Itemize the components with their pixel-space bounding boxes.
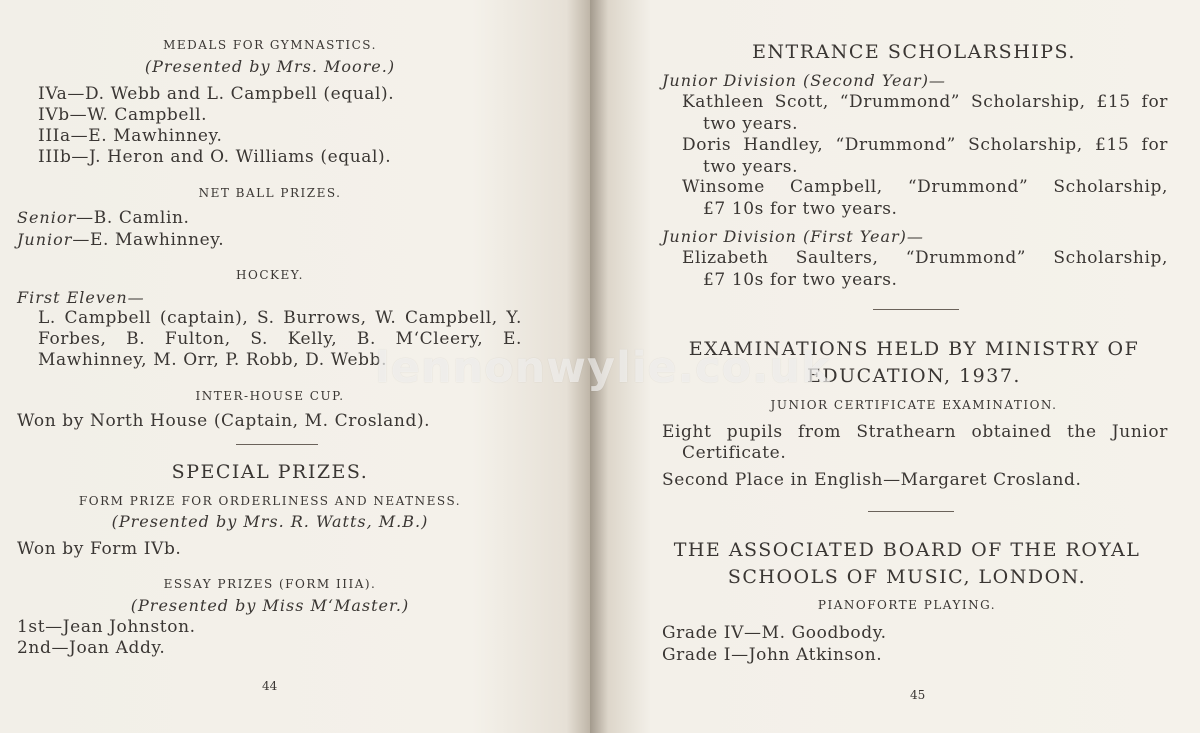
section-divider [236, 444, 318, 445]
ministry-heading: EDUCATION, 1937. [807, 365, 1021, 387]
netball-senior [17, 208, 190, 228]
essay-prizes-heading: ESSAY PRIZES (FORM IIIA). [163, 577, 377, 591]
scholarship-division: Junior Division (First Year)— [662, 227, 924, 246]
essay-prize-line: 2nd—Joan Addy. [17, 638, 166, 658]
essay-prizes-presenter: (Presented by Miss M‘Master.) [130, 596, 410, 615]
gymnastics-presenter: (Presented by Mrs. Moore.) [144, 57, 396, 76]
hockey-heading: HOCKEY. [236, 268, 304, 282]
gymnastics-line: IIIb—J. Heron and O. Williams (equal). [38, 147, 392, 167]
music-grade-line: Grade IV—M. Goodbody. [662, 623, 887, 643]
hockey-team: First Eleven— [17, 288, 145, 307]
music-heading: THE ASSOCIATED BOARD OF THE ROYAL [673, 539, 1141, 561]
ministry-text: Certificate. [682, 443, 787, 463]
special-prizes-heading: SPECIAL PRIZES. [171, 461, 369, 483]
scholarships-heading: ENTRANCE SCHOLARSHIPS. [752, 41, 1076, 63]
watermark: lennonwylie.co.uk [375, 343, 831, 393]
music-heading: SCHOOLS OF MUSIC, LONDON. [727, 566, 1087, 588]
netball-junior [17, 230, 224, 250]
hockey-line: Mawhinney, M. Orr, P. Robb, D. Webb. [38, 350, 388, 370]
section-divider [873, 309, 959, 310]
scholarship-division: Junior Division (Second Year)— [662, 71, 946, 90]
pianoforte-heading: PIANOFORTE PLAYING. [817, 598, 997, 612]
scholarship-line: Doris Handley, “Drummond” Scholarship, £15 for [682, 135, 1168, 155]
essay-prize-line: 1st—Jean Johnston. [17, 617, 196, 637]
ministry-heading: EXAMINATIONS HELD BY MINISTRY OF [688, 338, 1140, 360]
scholarship-line: Kathleen Scott, “Drummond” Scholarship, £15 for [682, 92, 1168, 112]
scholarship-line: £7 10s for two years. [703, 270, 898, 290]
gymnastics-line: IVa—D. Webb and L. Campbell (equal). [38, 84, 395, 104]
netball-junior-value: —E. Mawhinney. [72, 230, 225, 250]
section-divider [868, 511, 954, 512]
inter-house-heading: INTER-HOUSE CUP. [195, 389, 345, 403]
netball-senior-value: —B. Camlin. [76, 208, 190, 228]
scholarship-line: two years. [703, 157, 799, 177]
hockey-line: L. Campbell (captain), S. Burrows, W. Campbell, Y. [38, 308, 522, 328]
junior-certificate-heading: JUNIOR CERTIFICATE EXAMINATION. [770, 398, 1058, 412]
scholarship-line: two years. [703, 114, 799, 134]
gymnastics-heading: MEDALS FOR GYMNASTICS. [163, 38, 377, 52]
scholarship-line: Winsome Campbell, “Drummond” Scholarship, [682, 177, 1168, 197]
netball-junior-label: Junior [17, 230, 73, 249]
form-prize-heading: FORM PRIZE FOR ORDERLINESS AND NEATNESS. [78, 494, 462, 508]
page-number: 45 [910, 688, 926, 702]
music-grade-line: Grade I—John Atkinson. [662, 645, 883, 665]
ministry-text: Second Place in English—Margaret Crosland. [662, 470, 1082, 490]
inter-house-text: Won by North House (Captain, M. Crosland). [17, 411, 431, 431]
form-prize-presenter: (Presented by Mrs. R. Watts, M.B.) [111, 512, 429, 531]
page-number: 44 [262, 679, 278, 693]
gymnastics-line: IVb—W. Campbell. [38, 105, 208, 125]
ministry-text: Eight pupils from Strathearn obtained the Junior [662, 422, 1168, 442]
netball-senior-label: Senior [17, 208, 77, 227]
form-prize-text: Won by Form IVb. [17, 539, 182, 559]
hockey-line: Forbes, B. Fulton, S. Kelly, B. M‘Cleery, E. [38, 329, 522, 349]
scholarship-line: Elizabeth Saulters, “Drummond” Scholarship, [682, 248, 1168, 268]
scholarship-line: £7 10s for two years. [703, 199, 898, 219]
netball-heading: NET BALL PRIZES. [198, 186, 342, 200]
gymnastics-line: IIIa—E. Mawhinney. [38, 126, 223, 146]
